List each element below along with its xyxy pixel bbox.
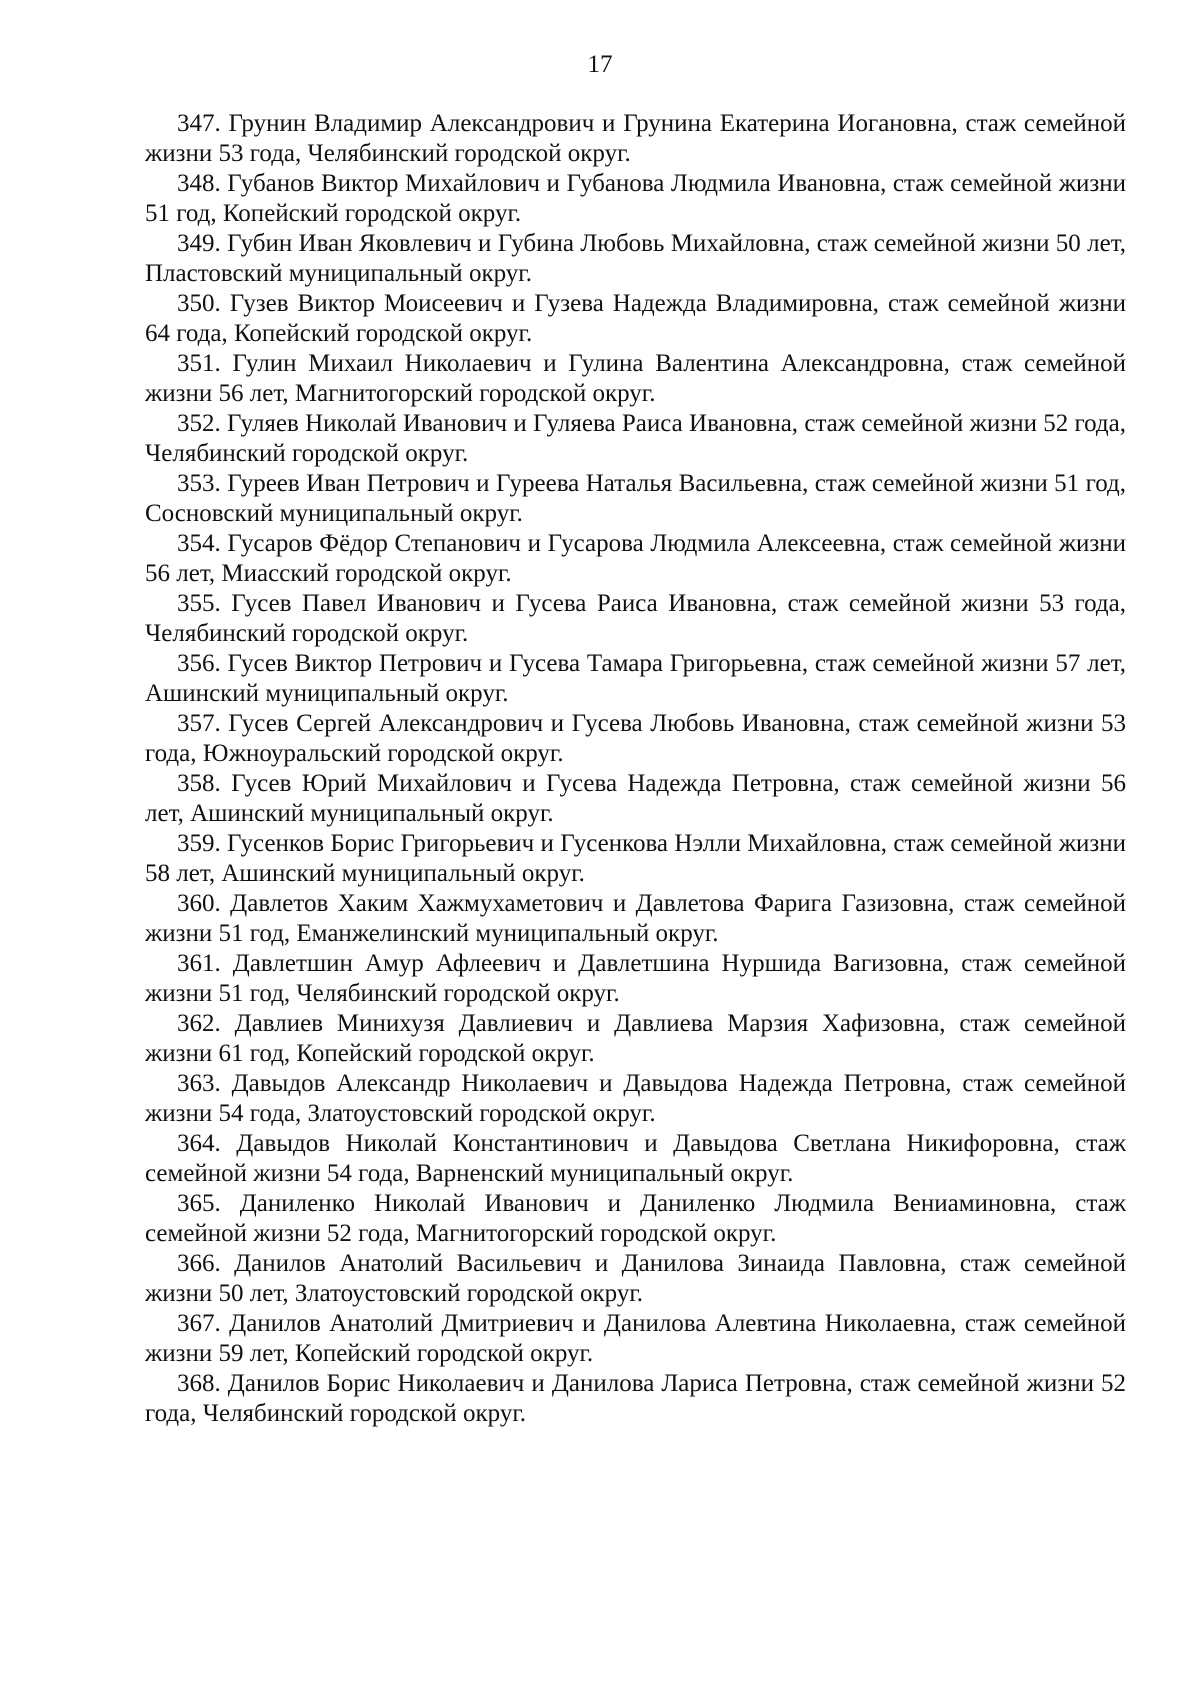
list-item: 351. Гулин Михаил Николаевич и Гулина Валентина Александровна, стаж семейной жизни 56 лет, Магнитогорский городской округ. — [145, 350, 1126, 407]
list-item: 355. Гусев Павел Иванович и Гусева Раиса Ивановна, стаж семейной жизни 53 года, Челябинский городской округ. — [145, 590, 1126, 647]
list-item: 357. Гусев Сергей Александрович и Гусева Любовь Ивановна, стаж семейной жизни 53 года, Южноуральский городской округ. — [145, 710, 1126, 767]
list-item: 359. Гусенков Борис Григорьевич и Гусенкова Нэлли Михайловна, стаж семейной жизни 58 лет, Ашинский муниципальный округ. — [145, 830, 1126, 887]
list-item: 362. Давлиев Минихузя Давлиевич и Давлиева Марзия Хафизовна, стаж семейной жизни 61 год, Копейский городской округ. — [145, 1010, 1126, 1067]
list-item: 349. Губин Иван Яковлевич и Губина Любовь Михайловна, стаж семейной жизни 50 лет, Пластовский муниципальный округ. — [145, 230, 1126, 287]
list-item: 352. Гуляев Николай Иванович и Гуляева Раиса Ивановна, стаж семейной жизни 52 года, Челябинский городской округ. — [145, 410, 1126, 467]
entry-list — [145, 109, 1126, 1429]
page-number: 17 — [587, 51, 613, 78]
list-item: 361. Давлетшин Амур Афлеевич и Давлетшина Нуршида Вагизовна, стаж семейной жизни 51 год, Челябинский городской округ. — [145, 950, 1126, 1007]
list-item: 353. Гуреев Иван Петрович и Гуреева Наталья Васильевна, стаж семейной жизни 51 год, Сосновский муниципальный округ. — [145, 470, 1126, 527]
list-item: 358. Гусев Юрий Михайлович и Гусева Надежда Петровна, стаж семейной жизни 56 лет, Ашинский муниципальный округ. — [145, 770, 1126, 827]
list-item: 348. Губанов Виктор Михайлович и Губанова Людмила Ивановна, стаж семейной жизни 51 год, Копейский городской округ. — [145, 170, 1126, 227]
list-item: 350. Гузев Виктор Моисеевич и Гузева Надежда Владимировна, стаж семейной жизни 64 года, Копейский городской округ. — [145, 290, 1126, 347]
list-item: 365. Даниленко Николай Иванович и Даниленко Людмила Вениаминовна, стаж семейной жизни 52 года, Магнитогорский городской округ. — [145, 1190, 1126, 1247]
list-item: 368. Данилов Борис Николаевич и Данилова Лариса Петровна, стаж семейной жизни 52 года, Челябинский городской округ. — [145, 1370, 1126, 1427]
list-item: 354. Гусаров Фёдор Степанович и Гусарова Людмила Алексеевна, стаж семейной жизни 56 лет, Миасский городской округ. — [145, 530, 1126, 587]
list-item: 360. Давлетов Хаким Хажмухаметович и Давлетова Фарига Газизовна, стаж семейной жизни 51 год, Еманжелинский муниципальный округ. — [145, 890, 1126, 947]
list-item: 356. Гусев Виктор Петрович и Гусева Тамара Григорьевна, стаж семейной жизни 57 лет, Ашинский муниципальный округ. — [145, 650, 1126, 707]
list-item: 363. Давыдов Александр Николаевич и Давыдова Надежда Петровна, стаж семейной жизни 54 года, Златоустовский городской округ. — [145, 1070, 1126, 1127]
list-item: 367. Данилов Анатолий Дмитриевич и Данилова Алевтина Николаевна, стаж семейной жизни 59 лет, Копейский городской округ. — [145, 1310, 1126, 1367]
list-item: 347. Грунин Владимир Александрович и Грунина Екатерина Иогановна, стаж семейной жизни 53 года, Челябинский городской округ. — [145, 110, 1126, 167]
list-item: 366. Данилов Анатолий Васильевич и Данилова Зинаида Павловна, стаж семейной жизни 50 лет, Златоустовский городской округ. — [145, 1250, 1126, 1307]
list-item: 364. Давыдов Николай Константинович и Давыдова Светлана Никифоровна, стаж семейной жизни 54 года, Варненский муниципальный округ. — [145, 1130, 1126, 1187]
